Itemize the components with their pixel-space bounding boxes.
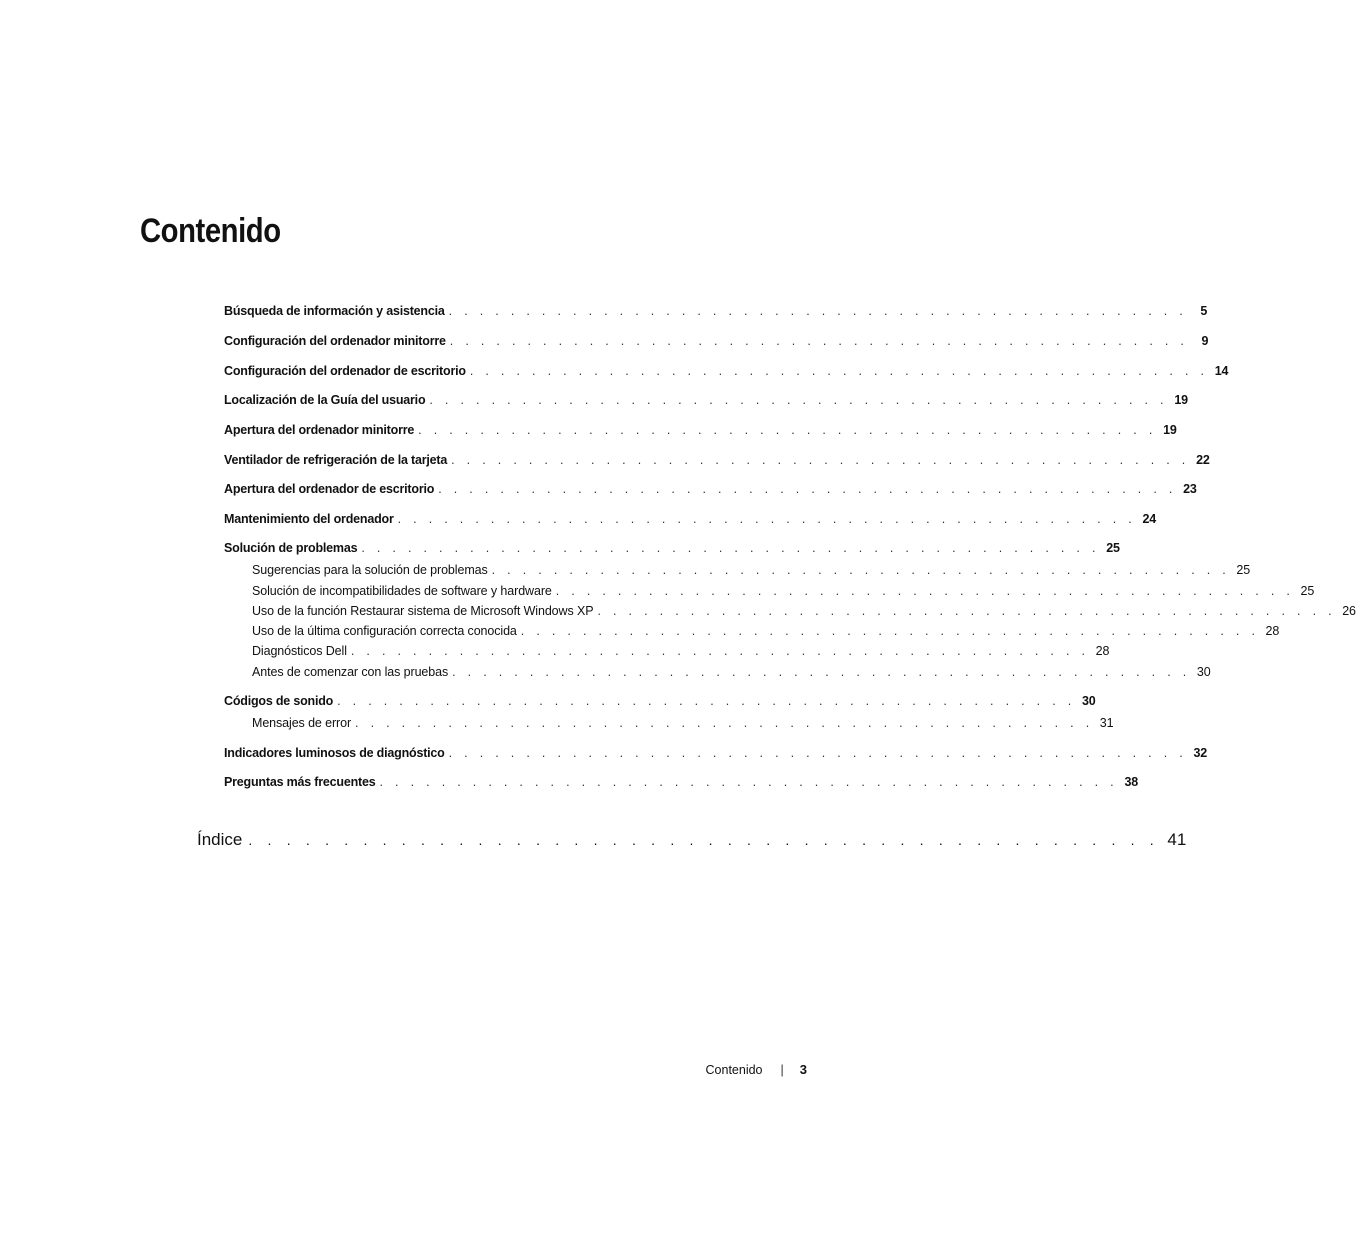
leader-dots: . . . . . . . . . . . . . . . . . . . . . . . . . . . . . . . . . . . . . . . . . . . . . . . . — [337, 694, 1076, 708]
leader-dots: . . . . . . . . . . . . . . . . . . . . . . . . . . . . . . . . . . . . . . . . . . . . . . . . — [438, 482, 1177, 496]
toc-entry-page: 9 — [1201, 334, 1209, 348]
toc-entry-page: 28 — [1095, 644, 1110, 658]
toc-entry-label: Apertura del ordenador minitorre — [224, 423, 415, 437]
toc-entry-label: Mensajes de error — [252, 716, 352, 730]
toc-entry[interactable] — [224, 541, 1120, 555]
toc-subentry[interactable] — [252, 563, 1251, 577]
footer-section-name: Contenido — [705, 1063, 763, 1077]
toc-index-page: 41 — [1167, 830, 1187, 849]
toc-entry[interactable] — [224, 393, 1188, 407]
toc-subentry[interactable] — [252, 665, 1211, 679]
toc-entry[interactable] — [224, 364, 1229, 378]
leader-dots: . . . . . . . . . . . . . . . . . . . . . . . . . . . . . . . . . . . . . . . . . . . . . . . . — [597, 604, 1336, 618]
toc-entry-page: 30 — [1082, 694, 1096, 708]
toc-index-label: Índice — [197, 830, 243, 849]
leader-dots: . . . . . . . . . . . . . . . . . . . . . . . . . . . . . . . . . . . . . . . . . . . . . . . . — [449, 334, 1189, 348]
toc-entry-page: 23 — [1183, 482, 1197, 496]
leader-dots: . . . . . . . . . . . . . . . . . . . . . . . . . . . . . . . . . . . . . . . . . . . . . . . . — [397, 512, 1137, 526]
toc-entry[interactable] — [224, 423, 1177, 437]
toc-entry-page: 19 — [1163, 423, 1177, 437]
page-title: Contenido — [140, 212, 281, 250]
toc-subentry[interactable] — [252, 624, 1280, 638]
toc-index-entry[interactable] — [197, 830, 1187, 850]
leader-dots: . . . . . . . . . . . . . . . . . . . . . . . . . . . . . . . . . . . . . . . . . . . . . . . . — [350, 644, 1090, 658]
toc-entry-page: 26 — [1342, 604, 1356, 618]
toc-entry-page: 25 — [1300, 584, 1315, 598]
leader-dots: . . . . . . . . . . . . . . . . . . . . . . . . . . . . . . . . . . . . . . . . . . . . . . . . — [555, 584, 1295, 598]
toc-entry-label: Apertura del ordenador de escritorio — [224, 482, 435, 496]
toc-entry-page: 38 — [1124, 775, 1138, 789]
leader-dots: . . . . . . . . . . . . . . . . . . . . . . . . . . . . . . . . . . . . . . . . . . . . . . . . — [429, 393, 1168, 407]
leader-dots: . . . . . . . . . . . . . . . . . . . . . . . . . . . . . . . . . . . . . . . . . . . . . . . . — [379, 775, 1118, 789]
toc-entry[interactable] — [224, 334, 1209, 348]
toc-subentry[interactable] — [252, 644, 1110, 658]
page-footer — [706, 1062, 807, 1077]
leader-dots: . . . . . . . . . . . . . . . . . . . . . . . . . . . . . . . . . . . . . . . . . . . . . . . . — [469, 364, 1209, 378]
toc-entry-page: 28 — [1265, 624, 1280, 638]
toc-entry-label: Códigos de sonido — [224, 694, 334, 708]
leader-dots: . . . . . . . . . . . . . . . . . . . . . . . . . . . . . . . . . . . . . . . . . . . . . . . . — [491, 563, 1231, 577]
toc-entry-label: Localización de la Guía del usuario — [224, 393, 426, 407]
leader-dots: . . . . . . . . . . . . . . . . . . . . . . . . . . . . . . . . . . . . . . . . . . . . . . . . — [361, 541, 1100, 555]
leader-dots: . . . . . . . . . . . . . . . . . . . . . . . . . . . . . . . . . . . . . . . . . . . . . . . . — [520, 624, 1260, 638]
leader-dots: . . . . . . . . . . . . . . . . . . . . . . . . . . . . . . . . . . . . . . . . . . . . . . . . — [448, 304, 1188, 318]
toc-subentry[interactable] — [252, 604, 1356, 618]
toc-entry-page: 25 — [1106, 541, 1120, 555]
footer-separator: | — [780, 1063, 784, 1077]
leader-dots: . . . . . . . . . . . . . . . . . . . . . . . . . . . . . . . . . . . . . . . . . . . . . . . . — [418, 423, 1157, 437]
toc-entry-label: Uso de la última configuración correcta conocida — [252, 624, 517, 638]
toc-entry[interactable] — [224, 746, 1208, 760]
toc-entry-page: 30 — [1196, 665, 1211, 679]
toc-entry-page: 24 — [1142, 512, 1157, 526]
toc-entry-label: Diagnósticos Dell — [252, 644, 347, 658]
toc-entry-label: Configuración del ordenador minitorre — [224, 334, 446, 348]
leader-dots: . . . . . . . . . . . . . . . . . . . . . . . . . . . . . . . . . . . . . . . . . . . . . . . . — [355, 716, 1094, 730]
toc-entry-label: Antes de comenzar con las pruebas — [252, 665, 449, 679]
toc-entry[interactable] — [224, 453, 1210, 467]
toc-entry[interactable] — [224, 304, 1208, 318]
toc-entry-label: Búsqueda de información y asistencia — [224, 304, 445, 318]
toc-entry-page: 19 — [1174, 393, 1188, 407]
leader-dots: . . . . . . . . . . . . . . . . . . . . . . . . . . . . . . . . . . . . . . . . . . . . . . . . — [448, 746, 1188, 760]
toc-entry-page: 5 — [1200, 304, 1208, 318]
toc-entry[interactable] — [224, 775, 1138, 789]
toc-subentry[interactable] — [252, 716, 1114, 730]
toc-entry-page: 14 — [1214, 364, 1229, 378]
toc-entry-page: 32 — [1193, 746, 1208, 760]
leader-dots: . . . . . . . . . . . . . . . . . . . . . . . . . . . . . . . . . . . . . . . . . . . . . . . . — [248, 832, 1160, 848]
toc-entry-page: 25 — [1236, 563, 1251, 577]
toc-entry-label: Sugerencias para la solución de problemas — [252, 563, 488, 577]
toc-entry-label: Preguntas más frecuentes — [224, 775, 376, 789]
footer-page-number: 3 — [799, 1062, 807, 1077]
toc-entry[interactable] — [224, 482, 1197, 496]
toc-subentry[interactable] — [252, 584, 1315, 598]
toc-entry-label: Mantenimiento del ordenador — [224, 512, 394, 526]
toc-entry[interactable] — [224, 512, 1157, 526]
toc-entry-label: Indicadores luminosos de diagnóstico — [224, 746, 445, 760]
leader-dots: . . . . . . . . . . . . . . . . . . . . . . . . . . . . . . . . . . . . . . . . . . . . . . . . — [451, 453, 1190, 467]
leader-dots: . . . . . . . . . . . . . . . . . . . . . . . . . . . . . . . . . . . . . . . . . . . . . . . . — [452, 665, 1191, 679]
toc-entry-page: 31 — [1099, 716, 1114, 730]
toc-entry[interactable] — [224, 694, 1096, 708]
toc-entry-label: Solución de incompatibilidades de software y hardware — [252, 584, 552, 598]
toc-entry-page: 22 — [1196, 453, 1210, 467]
toc-entry-label: Solución de problemas — [224, 541, 358, 555]
toc-entry-label: Ventilador de refrigeración de la tarjeta — [224, 453, 448, 467]
toc-entry-label: Configuración del ordenador de escritorio — [224, 364, 466, 378]
toc-entry-label: Uso de la función Restaurar sistema de Microsoft Windows XP — [252, 604, 594, 618]
